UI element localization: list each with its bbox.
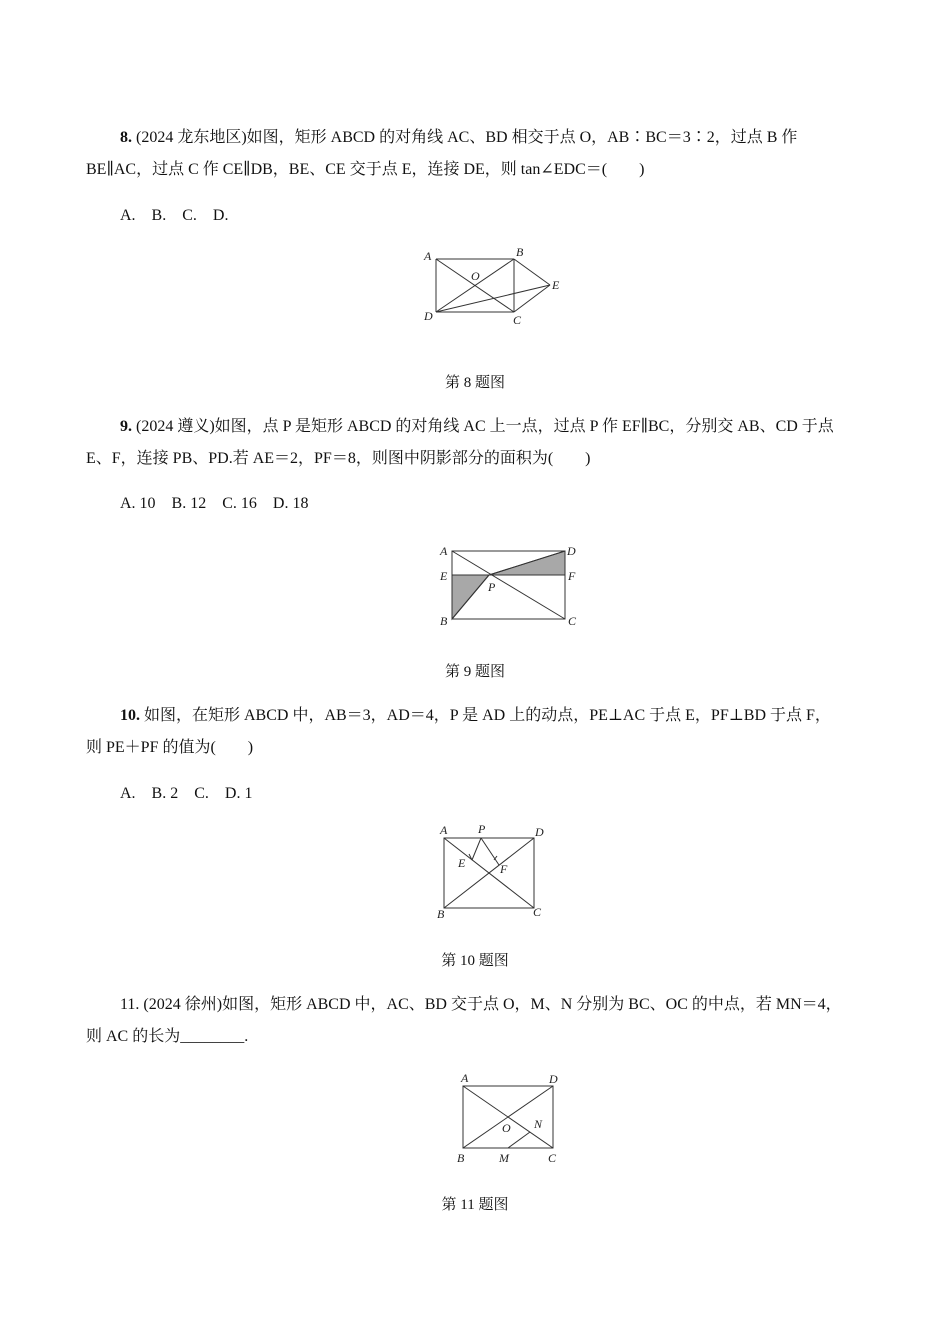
q9-label-C: C (568, 614, 577, 628)
q10-stem-line2: 则 PE＋PF 的值为( ) (86, 739, 254, 756)
q9-options: A. 10 B. 12 C. 16 D. 18 (120, 495, 309, 512)
q9-label-A: A (440, 544, 448, 558)
q10-caption: 第 10 题图 (441, 953, 509, 969)
q8-label-D: D (424, 309, 433, 323)
q10-label-D: D (535, 825, 544, 839)
q11-label-M: M (499, 1151, 509, 1165)
q8-label-O: O (471, 269, 480, 283)
q8-options: A. B. C. D. (120, 207, 229, 224)
q11-label-D: D (549, 1072, 558, 1086)
q9-label-P: P (488, 580, 496, 594)
q8-line1 (120, 128, 900, 148)
q8-label-E: E (552, 278, 560, 292)
q9-label-D: D (567, 544, 576, 558)
q10-line1 (120, 706, 900, 726)
q9-label-F: F (568, 569, 576, 583)
q10-label-E: E (458, 856, 466, 870)
q11-stem-line1: 11. (2024 徐州)如图，矩形 ABCD 中，AC、BD 交于点 O，M、N 分别为 BC、OC 的中点，若 MN＝4， (120, 996, 842, 1013)
q11-label-A: A (461, 1071, 469, 1085)
q8-label-B: B (516, 245, 524, 259)
q10-label-B: B (437, 907, 445, 921)
q9-line1 (120, 417, 900, 437)
q8-figure (420, 240, 570, 330)
q11-label-O: O (502, 1121, 511, 1135)
q11-label-C: C (548, 1151, 557, 1165)
q10-label-P: P (478, 822, 486, 836)
q11-label-B: B (457, 1151, 465, 1165)
q9-stem-line1: (2024 遵义)如图，点 P 是矩形 ABCD 的对角线 AC 上一点，过点 P 作 EF∥BC，分别交 AB、CD 于点 (136, 418, 834, 435)
q8-label-C: C (513, 313, 522, 327)
q8-number: 8. (120, 129, 132, 146)
q11-stem-line2: 则 AC 的长为________. (86, 1028, 249, 1045)
q11-label-N: N (534, 1117, 543, 1131)
q8-label-A: A (424, 249, 432, 263)
q9-caption: 第 9 题图 (444, 664, 505, 680)
q10-options: A. B. 2 C. D. 1 (120, 785, 253, 802)
q8-caption: 第 8 题图 (444, 375, 505, 391)
q10-label-A: A (440, 823, 448, 837)
q10-label-C: C (533, 905, 542, 919)
q10-figure (434, 822, 554, 922)
q11-caption: 第 11 题图 (441, 1197, 509, 1213)
q10-stem-line1: 如图，在矩形 ABCD 中，AB＝3，AD＝4，P 是 AD 上的动点，PE⊥AC 于点 E，PF⊥BD 于点 F， (144, 707, 831, 724)
q10-number: 10. (120, 707, 140, 724)
q8-stem-line2: BE∥AC，过点 C 作 CE∥DB，BE、CE 交于点 E，连接 DE，则 tan∠EDC＝( ) (86, 161, 645, 178)
q9-label-E: E (440, 569, 448, 583)
q9-number: 9. (120, 418, 132, 435)
q9-label-B: B (440, 614, 448, 628)
q9-stem-line2: E、F，连接 PB、PD.若 AE＝2，PF＝8，则图中阴影部分的面积为( ) (86, 450, 591, 467)
q11-figure (452, 1070, 572, 1170)
q10-label-F: F (500, 862, 508, 876)
q8-stem-line1: (2024 龙东地区)如图，矩形 ABCD 的对角线 AC、BD 相交于点 O，AB∶BC＝3∶2，过点 B 作 (136, 129, 798, 146)
q9-figure (436, 540, 586, 630)
